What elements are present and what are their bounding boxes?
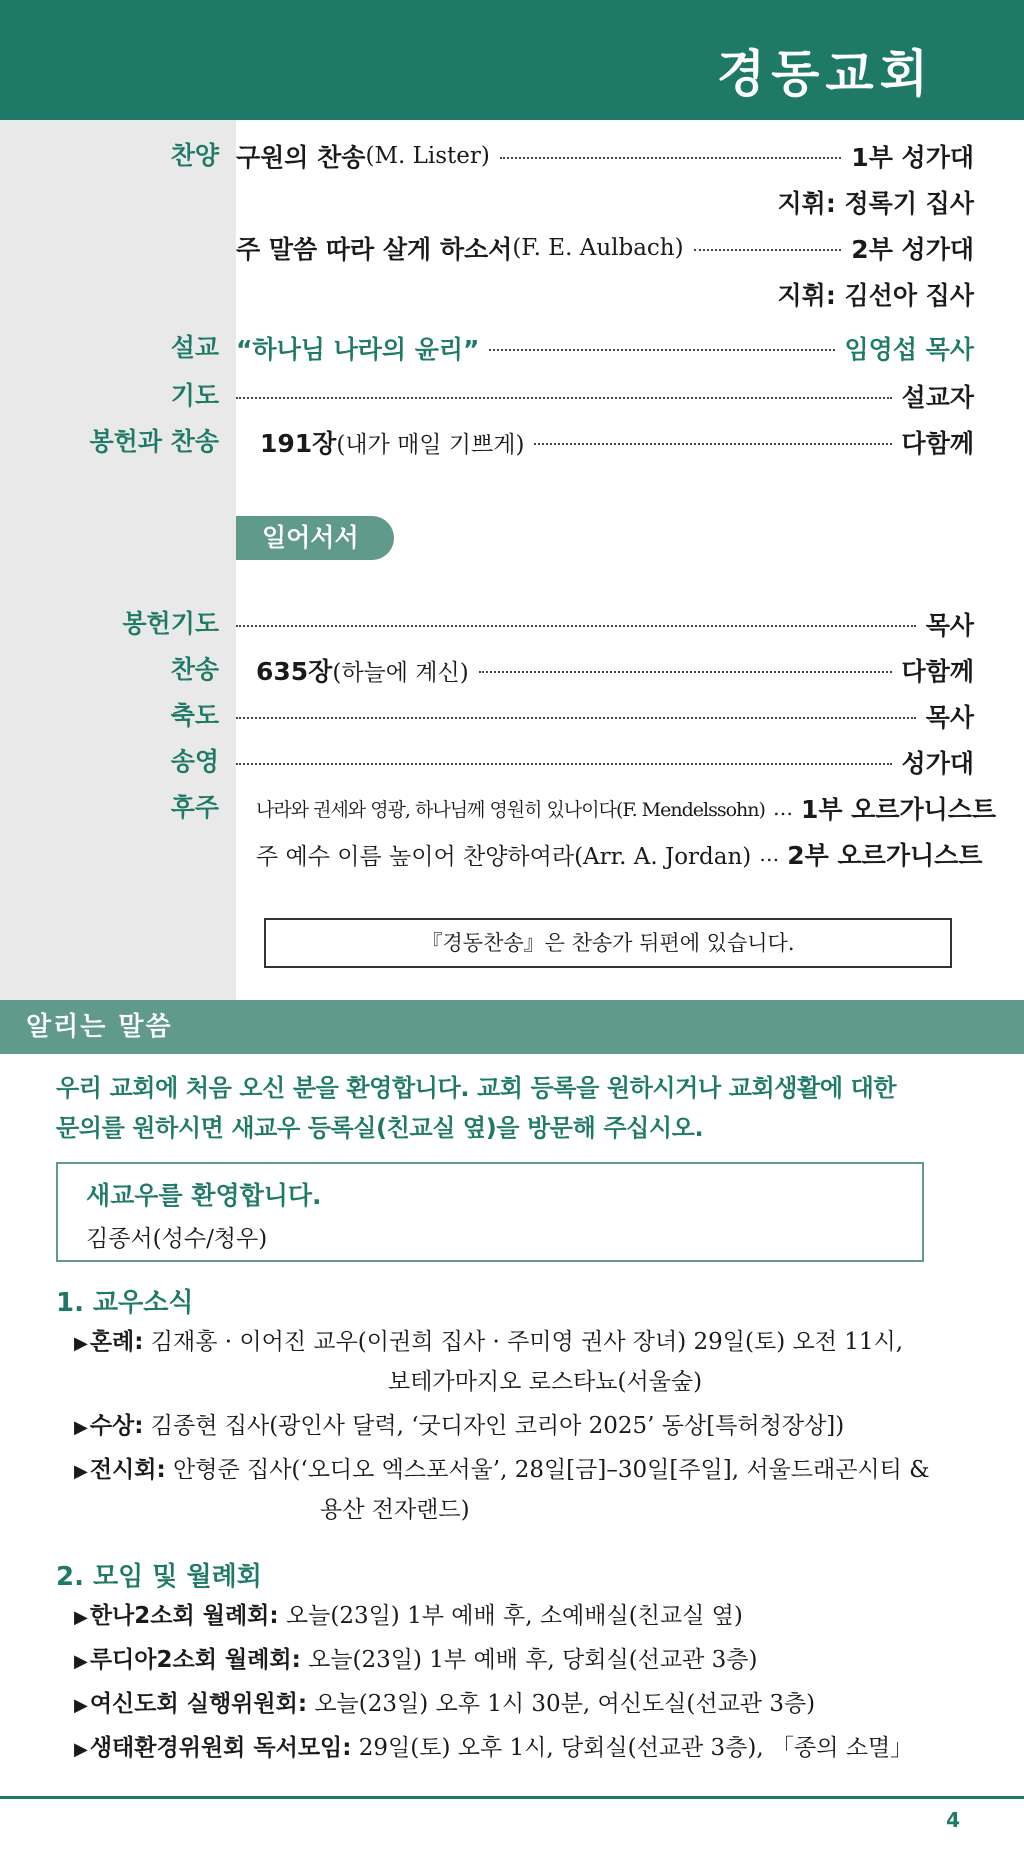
ellipsis: …: [759, 842, 780, 866]
postlude-label: 후주: [170, 793, 219, 822]
postlude2-row: [0, 834, 1024, 874]
exhibit-text: 안형준 집사(‘오디오 엑스포서울’, 28일[금]–30일[주일], 서울드래곤시티 &: [173, 1457, 930, 1483]
newcomer-title: 새교우를 환영합니다.: [86, 1181, 322, 1210]
welcome-line-1: 우리 교회에 처음 오신 분을 환영합니다. 교회 등록을 원하시거나 교회생활에 대한: [56, 1074, 897, 1102]
hymn1-composer: (M. Lister): [365, 143, 490, 169]
meeting3-key: 여신도회 실행위원회:: [89, 1691, 308, 1717]
hymn3-title: (하늘에 계신): [332, 659, 469, 686]
prayer-row: [0, 376, 1024, 416]
hymn1-conductor: 지휘: 정록기 집사: [777, 189, 974, 218]
offering-row: [0, 422, 1024, 462]
dot-leader: [236, 397, 892, 399]
exhibit-item: [74, 1450, 930, 1492]
meeting2-key: 루디아2소회 월례회:: [89, 1647, 301, 1673]
footer-rule: [0, 1796, 1024, 1799]
dot-leader: [500, 157, 841, 159]
wedding-continued: 보테가마지오 로스타뇨(서울숲): [388, 1369, 703, 1395]
exhibit-key: 전시회:: [89, 1457, 166, 1483]
dot-leader: [489, 349, 834, 351]
page-number: 4: [946, 1808, 960, 1832]
wedding-text: 김재홍 · 이어진 교우(이권희 집사 · 주미영 권사 장녀) 29일(토) 오전 11시,: [150, 1329, 904, 1355]
hymnal-note-box: 『경동찬송』은 찬송가 뒤편에 있습니다.: [264, 918, 952, 968]
sermon-label: 설교: [170, 333, 219, 362]
doxology-leader: 성가대: [901, 749, 974, 778]
offering-prayer-row: [0, 604, 1024, 644]
hymn2-title: 주 말씀 따라 살게 하소서: [236, 235, 513, 264]
dot-leader: [236, 717, 916, 719]
hymn-label: 찬양: [170, 141, 219, 170]
hymn2-performer: 2부 성가대: [851, 235, 974, 264]
meeting4-key: 생태환경위원회 독서모임:: [89, 1735, 352, 1761]
hymn2-conductor: 지휘: 김선아 집사: [777, 281, 974, 310]
offering-leader: 다함께: [901, 429, 974, 458]
wedding-item: [74, 1322, 903, 1364]
offering-label: 봉헌과 찬송: [89, 427, 219, 456]
arrow-icon: ▶: [74, 1417, 88, 1438]
prayer-leader: 설교자: [901, 383, 974, 412]
dot-leader: [694, 249, 842, 251]
welcome-line-2: 문의를 원하시면 새교우 등록실(친교실 옆)을 방문해 주십시오.: [56, 1114, 704, 1142]
announcements-title: 알리는 말씀: [26, 1012, 173, 1042]
doxology-row: [0, 742, 1024, 782]
offering-hymn-number: 191장: [260, 429, 337, 458]
wedding-key: 혼례:: [89, 1329, 144, 1355]
benediction-label: 축도: [170, 701, 219, 730]
postlude1-row: [0, 788, 1024, 828]
postlude2-performer: 2부 오르가니스트: [787, 841, 983, 870]
prayer-label: 기도: [170, 381, 219, 410]
arrow-icon: ▶: [74, 1461, 88, 1482]
hymn2-row: [0, 228, 1024, 268]
offering-prayer-label: 봉헌기도: [122, 609, 219, 638]
sermon-title: “하나님 나라의 윤리”: [236, 335, 480, 364]
meeting-item: [74, 1596, 743, 1638]
offering-hymn-title: (내가 매일 기쁘게): [336, 431, 525, 458]
benediction-row: [0, 696, 1024, 736]
announcements-bar: [0, 1000, 1024, 1054]
welcome-message: [56, 1068, 986, 1148]
meeting4-text: 29일(토) 오후 1시, 당회실(선교관 3층), 「종의 소멸」: [358, 1735, 914, 1761]
newcomer-box: [56, 1162, 924, 1262]
postlude2-title: 주 예수 이름 높이어 찬양하여라(Arr. A. Jordan): [256, 843, 752, 870]
hymn3-row: [0, 650, 1024, 690]
hymn1-conductor-row: [0, 182, 1024, 222]
arrow-icon: ▶: [74, 1651, 88, 1672]
meeting1-key: 한나2소회 월례회:: [89, 1603, 279, 1629]
meeting-item: [74, 1728, 913, 1770]
header-bar: [0, 0, 1024, 120]
hymn3-number: 635장: [256, 657, 333, 686]
stand-up-badge: 일어서서: [236, 516, 394, 560]
postlude1-performer: 1부 오르가니스트: [800, 795, 997, 824]
award-item: [74, 1406, 844, 1448]
church-logo: 경동교회: [716, 45, 934, 103]
postlude1-title: 나라와 권세와 영광, 하나님께 영원히 있나이다(F. Mendelssohn): [256, 798, 765, 821]
sermon-row: [0, 328, 1024, 368]
meeting2-text: 오늘(23일) 1부 예배 후, 당회실(선교관 3층): [308, 1647, 758, 1673]
section-meetings: 2. 모임 및 월례회: [56, 1562, 262, 1592]
dot-leader: [236, 625, 916, 627]
arrow-icon: ▶: [74, 1739, 88, 1760]
arrow-icon: ▶: [74, 1607, 88, 1628]
award-key: 수상:: [89, 1413, 144, 1439]
meeting3-text: 오늘(23일) 오후 1시 30분, 여신도실(선교관 3층): [314, 1691, 816, 1717]
award-text: 김종현 집사(광인사 달력, ‘굿디자인 코리아 2025’ 동상[특허청장상]): [150, 1413, 845, 1439]
meeting-item: [74, 1640, 757, 1682]
meeting1-text: 오늘(23일) 1부 예배 후, 소예배실(친교실 옆): [285, 1603, 743, 1629]
arrow-icon: ▶: [74, 1333, 88, 1354]
exhibit-continued: 용산 전자랜드): [320, 1497, 470, 1523]
sermon-preacher: 임영섭 목사: [844, 335, 974, 364]
hymn2-composer: (F. E. Aulbach): [512, 235, 684, 261]
hymn1-performer: 1부 성가대: [851, 143, 974, 172]
hymn2-conductor-row: [0, 274, 1024, 314]
hymn1-row: [0, 136, 1024, 176]
hymn3-label: 찬송: [170, 655, 219, 684]
hymn3-leader: 다함께: [901, 657, 974, 686]
section-member-news: 1. 교우소식: [56, 1288, 194, 1318]
ellipsis: …: [772, 796, 793, 820]
hymn1-title: 구원의 찬송: [236, 143, 366, 172]
meeting-item: [74, 1684, 815, 1726]
benediction-leader: 목사: [925, 703, 974, 732]
dot-leader: [479, 671, 892, 673]
arrow-icon: ▶: [74, 1695, 88, 1716]
dot-leader: [534, 443, 891, 445]
worship-order: [0, 120, 1024, 1000]
offering-prayer-leader: 목사: [925, 611, 974, 640]
dot-leader: [236, 763, 892, 765]
doxology-label: 송영: [170, 747, 219, 776]
newcomer-name: 김종서(성수/청우): [86, 1226, 268, 1252]
